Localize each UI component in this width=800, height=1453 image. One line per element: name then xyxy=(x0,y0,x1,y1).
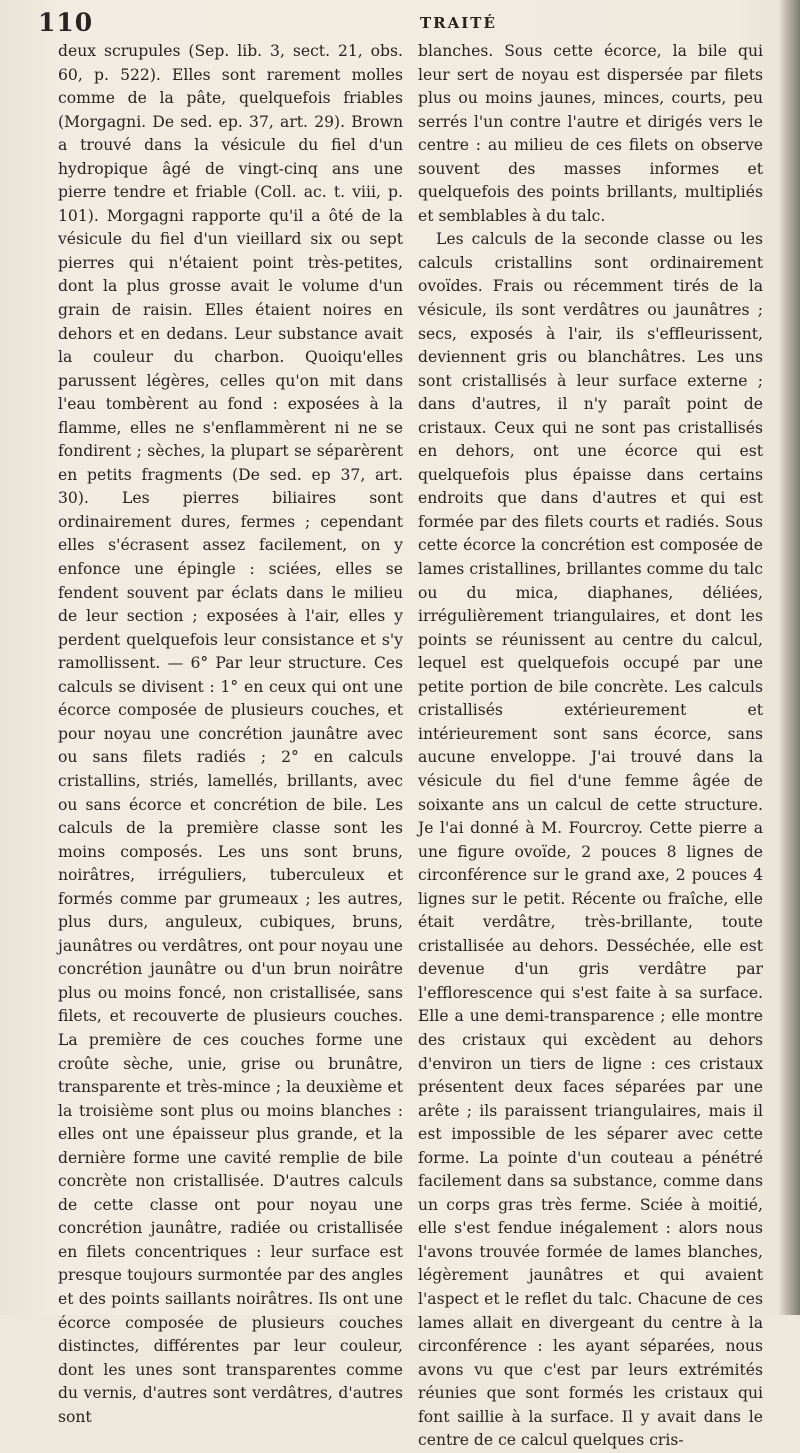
running-head xyxy=(0,8,800,38)
right-paragraph-continued: blanches. Sous cette écorce, la bile qui leur sert de noyau est dispersée par filets plus ou moins jaunes, minces, courts, peu serrés l'un contre l'autre et dirigés vers le centre : au milieu de ces filets on observe souvent des masses informes et quelquefois des points brillants, multipliés et semblables à du talc. xyxy=(418,42,763,225)
left-paragraph: deux scrupules (Sep. lib. 3, sect. 21, obs. 60, p. 522). Elles sont rarement molles comme de la pâte, quelquefois friables (Morgagni. De sed. ep. 37, art. 29). Brown a trouvé dans la vésicule du fiel d'un hydropique âgé de vingt-cinq ans une pierre tendre et friable (Coll. ac. t. viii, p. 101). Morgagni rapporte qu'il a ôté de la vésicule du fiel d'un vieillard six ou sept pierres qui n'étaient point très-petites, dont la plus grosse avait le volume d'un grain de raisin. Elles étaient noires en dehors et en dedans. Leur substance avait la couleur du charbon. Quoiqu'elles parussent légères, celles qu'on mit dans l'eau tombèrent au fond : exposées à la flamme, elles ne s'enflammèrent ni ne se fondirent ; sèches, la plupart se séparèrent en petits fragments (De sed. ep 37, art. 30). Les pierres biliaires sont ordinairement dures, fermes ; cependant elles s'écrasent assez facilement, on y enfonce une épingle : sciées, elles se fendent souvent par éclats dans le milieu de leur section ; exposées à l'air, elles y perdent quelquefois leur consistance et s'y ramollissent. — 6° Par leur structure. Ces calculs se divisent : 1° en ceux qui ont une écorce composée de plusieurs couches, et pour noyau une concrétion jaunâtre avec ou sans filets radiés ; 2° en calculs cristallins, striés, lamellés, brillants, avec ou sans écorce et concrétion de bile. Les calculs de la première classe sont les moins composés. Les uns sont bruns, noirâtres, irréguliers, tuberculeux et formés comme par grumeaux ; les autres, plus durs, anguleux, cubiques, bruns, jaunâtres ou verdâtres, ont pour noyau une concrétion jaunâtre ou d'un brun noirâtre plus ou moins foncé, non cristallisée, sans filets, et recouverte de plusieurs couches. La première de ces couches forme une croûte sèche, unie, grise ou brunâtre, transparente et très-mince ; la deuxième et la troisième sont plus ou moins blanches : elles ont une épaisseur plus grande, et la dernière forme une cavité remplie de bile concrète non cristallisée. D'autres calculs de cette classe ont pour noyau une concrétion jaunâtre, radiée ou cristallisée en filets concentriques : leur surface est presque toujours surmontée par des angles et des points saillants noirâtres. Ils ont une écorce composée de plusieurs couches distinctes, différentes par leur couleur, dont les unes sont transparentes comme du vernis, d'autres sont verdâtres, d'autres sont xyxy=(58,42,403,1426)
right-column xyxy=(418,40,763,1453)
left-column xyxy=(58,40,403,1429)
page-binding-edge xyxy=(778,0,800,1315)
right-paragraph-crystalline-calculi: Les calculs de la seconde classe ou les calculs cristallins sont ordinairement ovoïdes. Frais ou récemment tirés de la vésicule, ils sont verdâtres ou jaunâtres ; secs, exposés à l'air, ils s'effleurissent, deviennent gris ou blanchâtres. Les uns sont cristallisés à leur surface externe ; dans d'autres, il n'y paraît point de cristaux. Ceux qui ne sont pas cristallisés en dehors, ont une écorce qui est quelquefois plus épaisse dans certains endroits que dans d'autres et qui est formée par des filets courts et radiés. Sous cette écorce la concrétion est composée de lames cristallines, brillantes comme du talc ou du mica, diaphanes, déliées, irrégulièrement triangulaires, et dont les points se réunissent au centre du calcul, lequel est quelquefois occupé par une petite portion de bile concrète. Les calculs cristallisés extérieurement et intérieurement sont sans écorce, sans aucune enveloppe. J'ai trouvé dans la vésicule du fiel d'une femme âgée de soixante ans un calcul de cette structure. Je l'ai donné à M. Fourcroy. Cette pierre a une figure ovoïde, 2 pouces 8 lignes de circonférence sur le grand axe, 2 pouces 4 lignes sur le petit. Récente ou fraîche, elle était verdâtre, très-brillante, toute cristallisée au dehors. Desséchée, elle est devenue d'un gris verdâtre par l'efflorescence qui s'est faite à sa surface. Elle a une demi-transparence ; elle montre des cristaux qui excèdent au dehors d'environ un tiers de ligne : ces cristaux présentent deux faces séparées par une arête ; ils paraissent triangulaires, mais il est impossible de les séparer avec cette forme. La pointe d'un couteau a pénétré facilement dans sa substance, comme dans un corps gras très ferme. Sciée à moitié, elle s'est fendue inégalement : alors nous l'avons trouvée formée de lames blanches, légèrement jaunâtres et qui avaient l'aspect et le reflet du talc. Chacune de ces lames allait en divergeant du centre à la circonférence : les ayant séparées, nous avons vu que c'est par leurs extrémités réunies que sont formés les cristaux qui font saillie à la surface. Il y avait dans le centre de ce calcul quelques cris- xyxy=(418,230,763,1450)
running-title: TRAITÉ xyxy=(420,14,497,32)
page-number: 110 xyxy=(38,8,94,37)
